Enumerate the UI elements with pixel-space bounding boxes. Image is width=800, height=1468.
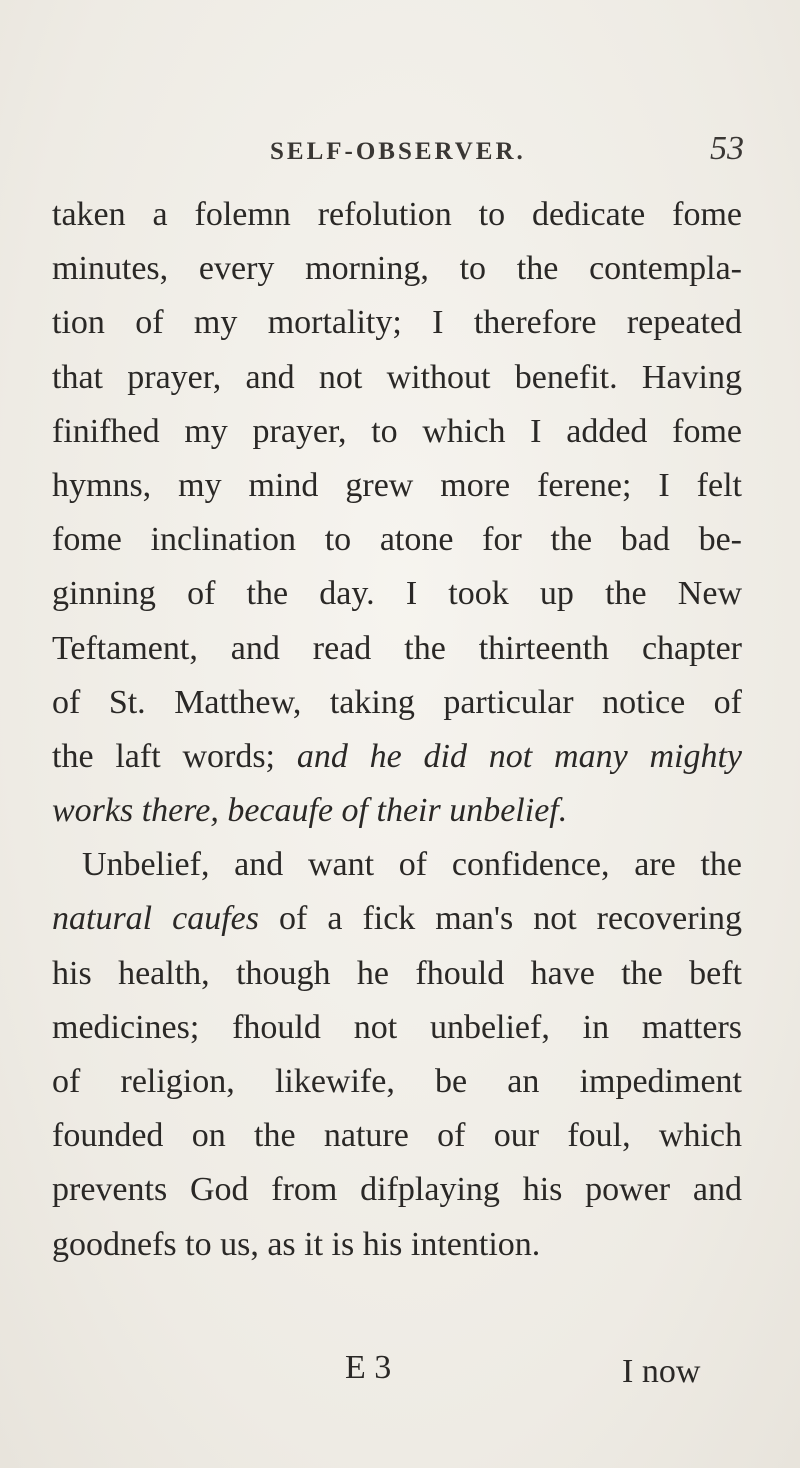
text-line: finifhed my prayer, to which I added fome [52,412,742,450]
text-line: minutes, every morning, to the contempla- [52,250,742,288]
text-segment: the laft words; [52,737,276,775]
italic-quote: and he did not many mighty [296,737,743,775]
text-line: works there, becaufe of their unbelief. [52,792,568,830]
text-line [52,892,742,946]
page-number: 53 [710,130,744,167]
text-line: goodnefs to us, as it is his intention. [52,1225,541,1263]
body-text [52,188,742,1272]
paragraph-start-line: Unbelief, and want of confidence, are the [82,846,742,884]
text-line: ginning of the day. I took up the New [52,575,742,613]
page-footer [0,1349,800,1399]
text-line: tion of my mortality; I therefore repeated [52,304,742,342]
text-line: taken a folemn refolution to dedicate fome [52,196,742,233]
text-line: his health, though he fhould have the beft [52,954,742,992]
text-line: Teftament, and read the thirteenth chapter [52,629,742,667]
italic-phrase: natural caufes [52,900,259,938]
text-line: medicines; fhould not unbelief, in matters [52,1008,742,1046]
text-line: that prayer, and not without benefit. Having [52,358,742,396]
text-line: of St. Matthew, taking particular notice of [52,683,742,721]
text-line: of religion, likewife, be an impediment [52,1063,742,1100]
text-segment: of a fick man's not recovering [279,900,743,938]
signature-mark: E 3 [345,1349,392,1386]
text-line: founded on the nature of our foul, which [52,1117,742,1155]
text-line: hymns, my mind grew more ferene; I felt [52,466,742,504]
running-title: SELF-OBSERVER. [270,138,526,165]
text-line: prevents God from difplaying his power and [52,1171,742,1209]
catchword: I now [622,1353,701,1390]
text-line [52,730,742,784]
text-line: fome inclination to atone for the bad be- [52,521,742,559]
